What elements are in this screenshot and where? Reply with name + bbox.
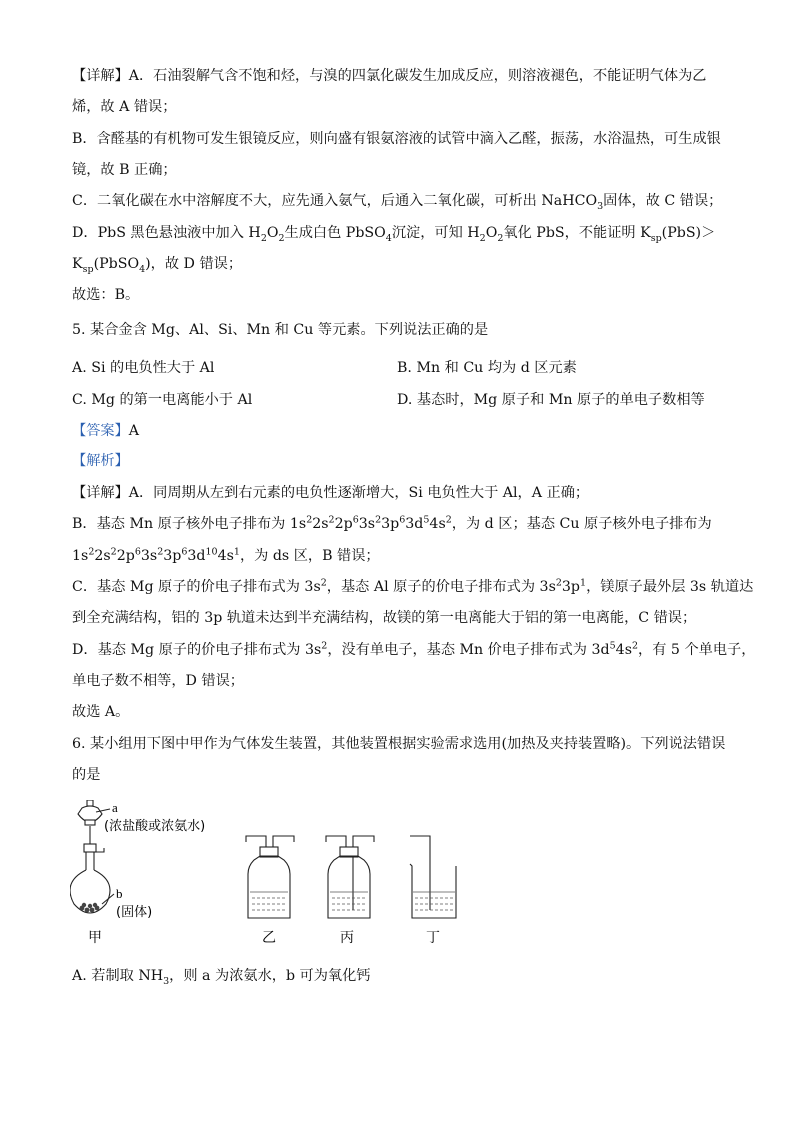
q5-detail-line-5: 到全充满结构，铝的 3p 轨道未达到半充满结构，故镁的第一电离能大于铝的第一电离能，C 错误； [72, 610, 697, 626]
caption-bing: 丙 [340, 930, 354, 946]
label-a-note: (浓盐酸或浓氨水) [104, 819, 206, 834]
q4-detail-line-2b: 镜，故 B 正确； [72, 162, 177, 178]
q4-detail-line-2: B．含醛基的有机物可发生银镜反应，则向盛有银氨溶液的试管中滴入乙醛，振荡，水浴温热，可生成银 [72, 131, 721, 147]
q5-option-c: C. Mg 的第一电离能小于 Al [72, 392, 253, 408]
q5-detail-line-7: 单电子数不相等，D 错误； [72, 673, 244, 689]
q5-analysis-tag: 【解析】 [72, 453, 129, 469]
caption-yi: 乙 [262, 930, 276, 946]
apparatus-yi [246, 836, 294, 918]
q6-stem-line-1: 6. 某小组用下图中甲作为气体发生装置，其他装置根据实验需求选用(加热及夹持装置略)。下列说法错误 [72, 736, 726, 752]
q6-option-a: A. 若制取 $NH_3$，则 a 为浓氨水，b 可为氧化钙 [72, 968, 371, 987]
apparatus-bing [326, 836, 374, 918]
q5-answer: 【答案】A [72, 423, 140, 439]
q4-detail-line-5: $K_{sp}(PbSO_4)$，故 D 错误； [72, 256, 243, 275]
q5-option-d: D. 基态时，Mg 原子和 Mn 原子的单电子数相等 [397, 392, 705, 408]
q5-option-a: A. Si 的电负性大于 Al [72, 360, 215, 376]
q5-detail-line-4: C．基态 Mg 原子的价电子排布式为 $3s^2$，基态 Al 原子的价电子排布式为 $3s^23p^1$，镁原子最外层 3s 轨道达 [72, 577, 754, 595]
apparatus-jia [70, 800, 114, 913]
label-b-note: (固体) [116, 905, 153, 920]
apparatus-figure [70, 800, 470, 950]
q4-detail-line-4: D．PbS 黑色悬浊液中加入 $H_2O_2$生成白色 PbSO$_4$沉淀，可知 $H_2O_2$氧化 PbS，不能证明 $K_{sp}(PbS)>$ [72, 225, 716, 244]
answer-tag: 【答案】 [72, 423, 129, 439]
q5-choose: 故选 A。 [72, 704, 130, 720]
q5-detail-line-1: 【详解】A．同周期从左到右元素的电负性逐渐增大，Si 电负性大于 Al，A 正确； [72, 485, 590, 501]
q5-detail-line-6: D．基态 Mg 原子的价电子排布式为 $3s^2$，没有单电子，基态 Mn 价电子排布式为 $3d^54s^2$，有 5 个单电子， [72, 640, 756, 658]
q5-option-b: B. Mn 和 Cu 均为 d 区元素 [397, 360, 577, 376]
apparatus-ding [410, 836, 456, 918]
q4-choose: 故选：B。 [72, 287, 140, 303]
q6-stem-line-2: 的是 [72, 767, 101, 783]
q4-detail-line-1b: 烯，故 A 错误； [72, 99, 177, 115]
q5-detail-line-3: $1s^22s^22p^63s^23p^63d^{10}4s^1$，为 ds 区，B 错误； [72, 546, 380, 564]
caption-jia: 甲 [88, 930, 102, 946]
q5-stem: 5. 某合金含 Mg、Al、Si、Mn 和 Cu 等元素。下列说法正确的是 [72, 322, 489, 338]
q5-detail-line-2: B．基态 Mn 原子核外电子排布为 $1s^22s^22p^63s^23p^63d^54s^2$，为 d 区；基态 Cu 原子核外电子排布为 [72, 514, 712, 532]
caption-ding: 丁 [426, 930, 440, 946]
apparatus-drawing [70, 800, 470, 950]
label-b: b [116, 886, 123, 901]
q4-detail-line-1: 【详解】A．石油裂解气含不饱和烃，与溴的四氯化碳发生加成反应，则溶液褪色，不能证明气体为乙 [72, 68, 707, 84]
q4-detail-line-3: C．二氧化碳在水中溶解度不大，应先通入氨气，后通入二氧化碳，可析出 NaHCO$_3$固体，故 C 错误； [72, 193, 723, 212]
label-a: a [112, 800, 118, 815]
